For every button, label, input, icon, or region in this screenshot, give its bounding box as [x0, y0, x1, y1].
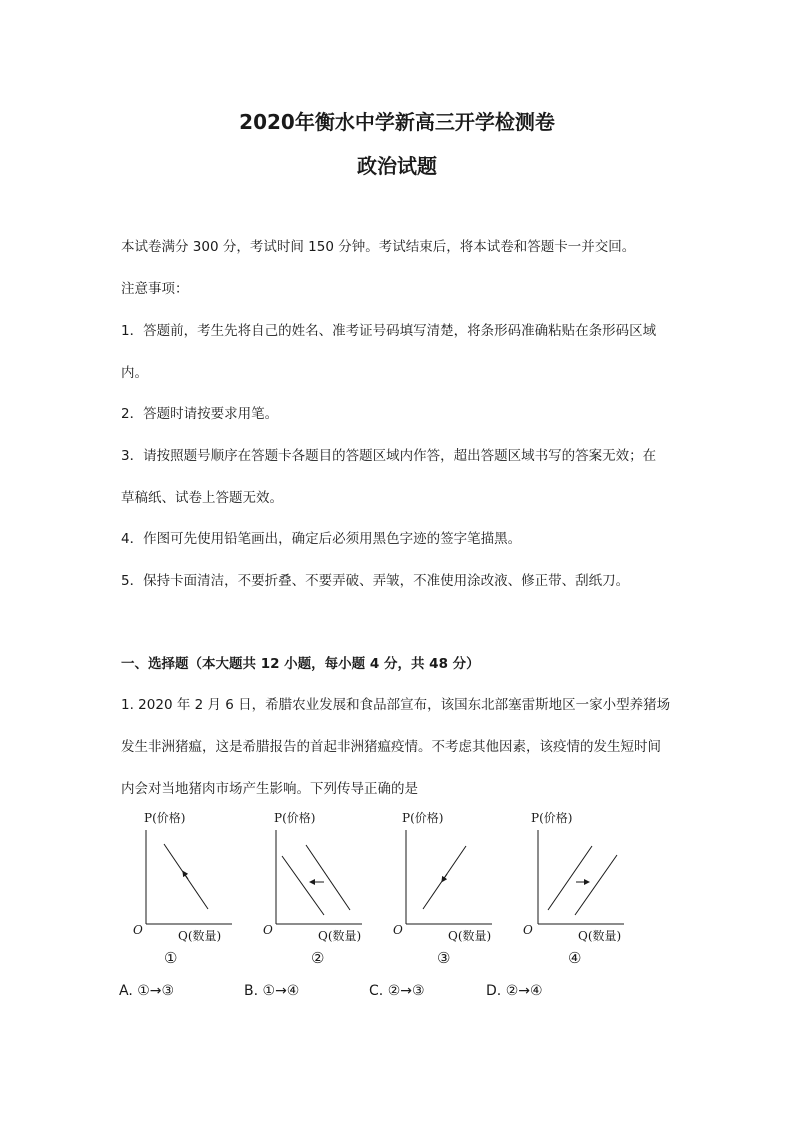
notice-item: 2．答题时请按要求用笔。 [121, 406, 279, 422]
notice-item: 4．作图可先使用铅笔画出，确定后必须用黑色字迹的签字笔描黑。 [121, 531, 522, 547]
origin-label: O [523, 923, 533, 937]
option-d[interactable] [486, 983, 543, 999]
graph-2 [263, 810, 362, 967]
graph-number: ① [164, 949, 178, 967]
x-axis-label: Q(数量) [178, 929, 222, 943]
exam-title: 2020年衡水中学新高三开学检测卷 [239, 110, 555, 134]
graph-1 [133, 810, 232, 967]
subject-title: 政治试题 [357, 154, 437, 178]
option-text: ②→③ [387, 983, 425, 999]
x-axis-label: Q(数量) [578, 929, 622, 943]
graph-4 [523, 810, 624, 967]
shift-arrow [443, 874, 447, 880]
option-letter: D. [486, 983, 502, 999]
question-text: 发生非洲猪瘟，这是希腊报告的首起非洲猪瘟疫情。不考虑其他因素，该疫情的发生短时间 [121, 739, 661, 755]
y-axis-label: P(价格) [531, 811, 573, 825]
graph-number: ③ [437, 949, 451, 967]
y-axis-label: P(价格) [274, 811, 316, 825]
notice-item: 内。 [121, 365, 148, 381]
option-text: ①→④ [262, 983, 300, 999]
question-text: 1. 2020 年 2 月 6 日，希腊农业发展和食品部宣布，该国东北部塞雷斯地区一家小型养猪场 [121, 697, 671, 713]
section-heading: 一、选择题（本大题共 12 小题，每小题 4 分，共 48 分） [121, 656, 480, 672]
graph-3 [393, 810, 492, 967]
notice-item: 草稿纸、试卷上答题无效。 [121, 490, 283, 506]
demand-curve-shifted [282, 856, 324, 915]
origin-label: O [393, 923, 403, 937]
notice-item: 1．答题前，考生先将自己的姓名、准考证号码填写清楚，将条形码准确粘贴在条形码区域 [121, 323, 657, 339]
supply-curve-shifted [575, 855, 617, 915]
option-letter: C. [369, 983, 384, 999]
option-text: ②→④ [505, 983, 543, 999]
notice-item: 3．请按照题号顺序在答题卡各题目的答题区域内作答，超出答题区域书写的答案无效；在 [121, 448, 657, 464]
origin-label: O [263, 923, 273, 937]
option-a[interactable] [119, 983, 174, 999]
shift-arrow [184, 873, 188, 879]
question-text: 内会对当地猪肉市场产生影响。下列传导正确的是 [121, 781, 418, 797]
demand-curve-original [306, 845, 350, 910]
y-axis-label: P(价格) [144, 811, 186, 825]
exam-note: 本试卷满分 300 分，考试时间 150 分钟。考试结束后，将本试卷和答题卡一并交回。 [121, 239, 636, 255]
y-axis-label: P(价格) [402, 811, 444, 825]
option-b[interactable] [244, 983, 299, 999]
option-text: ①→③ [137, 983, 175, 999]
x-axis-label: Q(数量) [448, 929, 492, 943]
option-c[interactable] [369, 983, 425, 999]
graph-number: ② [311, 949, 325, 967]
notice-heading: 注意事项： [121, 281, 189, 297]
origin-label: O [133, 923, 143, 937]
option-letter: B. [244, 983, 259, 999]
x-axis-label: Q(数量) [318, 929, 362, 943]
graph-number: ④ [568, 949, 582, 967]
notice-item: 5．保持卡面清洁，不要折叠、不要弄破、弄皱，不准使用涂改液、修正带、刮纸刀。 [121, 573, 630, 589]
option-letter: A. [119, 983, 133, 999]
